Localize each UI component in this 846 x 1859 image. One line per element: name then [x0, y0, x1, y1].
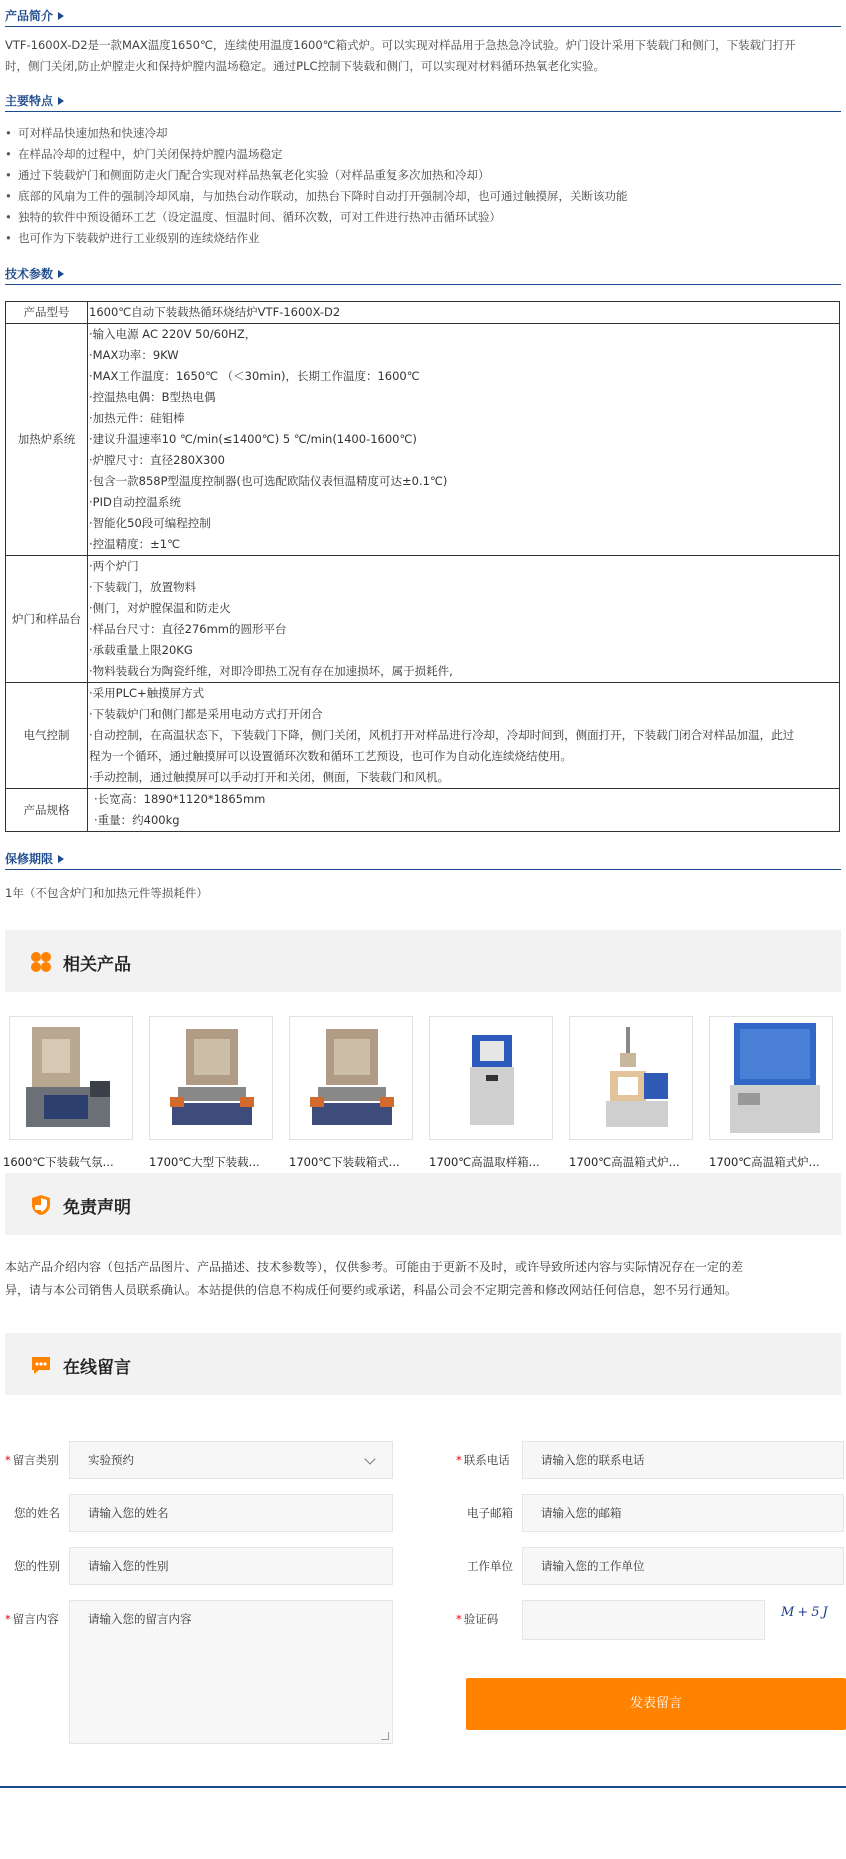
- product-caption[interactable]: 1600℃下装载气氛...: [3, 1155, 114, 1169]
- features-list: [5, 123, 846, 249]
- arrow-right-icon: [58, 270, 64, 278]
- table-row: [6, 556, 840, 683]
- submit-button[interactable]: 发表留言: [466, 1678, 846, 1730]
- spec-value: ·采用PLC+触摸屏方式 ·下装载炉门和侧门都是采用电动方式打开闭合 ·自动控制，在高温状态下，下装载门下降，侧门关闭，风机打开对样品进行冷却，冷却时间到，侧面打开，下装载门闭合对样品加温，此过 程为一个循环，通过触摸屏可以设置循环次数和循环工艺预设，也可作为自动化连续烧结使用。 ·手动控制，通过触摸屏可以手动打开和关闭，侧面，下装载门和风机。: [88, 683, 840, 789]
- name-label: 您的姓名: [14, 1506, 60, 1520]
- content-label: * 留言内容: [5, 1612, 59, 1626]
- product-card[interactable]: [709, 1016, 833, 1170]
- captcha-input[interactable]: [522, 1600, 765, 1640]
- grid-icon: [30, 951, 52, 973]
- captcha-image[interactable]: M+5J: [781, 1605, 831, 1620]
- list-item: • 独特的软件中预设循环工艺（设定温度、恒温时间、循环次数，可对工件进行热冲击循环试验）: [5, 207, 846, 228]
- list-item: • 通过下装载炉门和侧面防走火门配合实现对样品热氧老化实验（对样品重复多次加热和冷却）: [5, 165, 846, 186]
- product-card[interactable]: [429, 1016, 553, 1170]
- intro-text: VTF-1600X-D2是一款MAX温度1650℃，连续使用温度1600℃箱式炉。可以实现对样品用于急热急冷试验。炉门设计采用下装载门和侧门，下装载门打开 时，侧门关闭,防止炉膛走火和保持炉膛内温场稳定。通过PLC控制下装载和侧门，可以实现对材料循环热氧老化实验。: [5, 38, 796, 73]
- spec-key: 加热炉系统: [6, 324, 88, 556]
- company-input[interactable]: 请输入您的工作单位: [522, 1547, 844, 1585]
- shield-icon: [30, 1194, 52, 1216]
- table-row: [6, 789, 840, 832]
- product-caption[interactable]: 1700℃高温取样箱...: [429, 1155, 540, 1169]
- product-image[interactable]: [9, 1016, 133, 1140]
- warranty-text: 1年（不包含炉门和加热元件等损耗件）: [5, 886, 208, 900]
- message-header: [5, 1333, 841, 1395]
- product-image[interactable]: [569, 1016, 693, 1140]
- product-card[interactable]: [569, 1016, 693, 1170]
- chevron-down-icon: [364, 1453, 375, 1464]
- type-select[interactable]: 实验预约: [69, 1441, 393, 1479]
- disclaimer-title: 免责声明: [63, 1198, 131, 1218]
- product-image[interactable]: [289, 1016, 413, 1140]
- intro-section-header: [5, 0, 841, 27]
- features-section-header: [5, 85, 841, 112]
- arrow-right-icon: [58, 97, 64, 105]
- params-title: 技术参数: [5, 265, 64, 282]
- chat-icon: [30, 1354, 52, 1376]
- product-caption[interactable]: 1700℃下装载箱式...: [289, 1155, 400, 1169]
- related-products-carousel: [3, 1016, 846, 1169]
- product-image[interactable]: [709, 1016, 833, 1140]
- product-card[interactable]: [289, 1016, 413, 1170]
- list-item: • 也可作为下装载炉进行工业级别的连续烧结作业: [5, 228, 846, 249]
- list-item: • 底部的风扇为工件的强制冷却风扇，与加热台动作联动，加热台下降时自动打开强制冷却，也可通过触摸屏，关断该功能: [5, 186, 846, 207]
- captcha-label: * 验证码: [456, 1612, 499, 1626]
- gender-input[interactable]: 请输入您的性别: [69, 1547, 393, 1585]
- table-row: [6, 302, 840, 324]
- type-label: * 留言类别: [5, 1453, 59, 1467]
- spec-table: [5, 301, 840, 832]
- spec-value: ·长宽高：1890*1120*1865mm ·重量：约400kg: [88, 789, 840, 832]
- content-textarea[interactable]: 请输入您的留言内容: [69, 1600, 393, 1744]
- name-input[interactable]: 请输入您的姓名: [69, 1494, 393, 1532]
- related-title: 相关产品: [63, 955, 131, 975]
- product-caption[interactable]: 1700℃高温箱式炉...: [569, 1155, 680, 1169]
- spec-value: ·两个炉门 ·下装载门，放置物料 ·侧门，对炉膛保温和防走火 ·样品台尺寸：直径276mm的圆形平台 ·承载重量上限20KG ·物料装载台为陶瓷纤维，对即冷即热工况有存在加速损坏，属于损耗件,: [88, 556, 840, 683]
- spec-key: 炉门和样品台: [6, 556, 88, 683]
- table-row: [6, 324, 840, 556]
- features-title: 主要特点: [5, 92, 64, 109]
- product-card[interactable]: [149, 1016, 273, 1170]
- spec-value: 1600℃自动下装载热循环烧结炉VTF-1600X-D2: [88, 302, 840, 324]
- spec-key: 产品规格: [6, 789, 88, 832]
- product-caption[interactable]: 1700℃高温箱式炉...: [709, 1155, 820, 1169]
- spec-key: 电气控制: [6, 683, 88, 789]
- footer-divider: [0, 1755, 846, 1788]
- product-image[interactable]: [149, 1016, 273, 1140]
- product-image[interactable]: [429, 1016, 553, 1140]
- email-input[interactable]: 请输入您的邮箱: [522, 1494, 844, 1532]
- list-item: • 可对样品快速加热和快速冷却: [5, 123, 846, 144]
- spec-value: ·输入电源 AC 220V 50/60HZ， ·MAX功率：9KW ·MAX工作温度：1650℃ （＜30min)，长期工作温度：1600℃ ·控温热电偶：B型热电偶 ·加热元件：硅钼棒 ·建议升温速率10 ℃/min(≤1400℃) 5 ℃/min(1400-1600℃) ·炉膛尺寸：直径280X300 ·包含一款858P型温度控制器(也可选配欧陆仪表恒温精度可达±0.1℃) ·PID自动控温系统 ·智能化50段可编程控制 ·控温精度：±1℃: [88, 324, 840, 556]
- params-section-header: [5, 258, 841, 285]
- product-caption[interactable]: 1700℃大型下装载...: [149, 1155, 260, 1169]
- related-products-header: [5, 930, 841, 992]
- intro-title: 产品简介: [5, 7, 64, 24]
- message-form: [0, 1395, 846, 1755]
- disclaimer-text: 本站产品介绍内容（包括产品图片、产品描述、技术参数等），仅供参考。可能由于更新不及时，或许导致所述内容与实际情况存在一定的差 异，请与本公司销售人员联系确认。本站提供的信息不构成任何要约或承诺，科晶公司会不定期完善和修改网站任何信息，恕不另行通知。: [5, 1260, 744, 1297]
- email-label: 电子邮箱: [467, 1506, 513, 1520]
- company-label: 工作单位: [467, 1559, 513, 1573]
- table-row: [6, 683, 840, 789]
- warranty-section-header: [5, 843, 841, 870]
- arrow-right-icon: [58, 12, 64, 20]
- disclaimer-header: [5, 1173, 841, 1235]
- list-item: • 在样品冷却的过程中，炉门关闭保持炉膛内温场稳定: [5, 144, 846, 165]
- warranty-title: 保修期限: [5, 850, 64, 867]
- phone-label: * 联系电话: [456, 1453, 510, 1467]
- arrow-right-icon: [58, 855, 64, 863]
- gender-label: 您的性别: [14, 1559, 60, 1573]
- resize-handle-icon[interactable]: [381, 1732, 389, 1740]
- spec-key: 产品型号: [6, 302, 88, 324]
- product-card[interactable]: [3, 1016, 133, 1170]
- phone-input[interactable]: 请输入您的联系电话: [522, 1441, 844, 1479]
- message-title: 在线留言: [63, 1358, 131, 1378]
